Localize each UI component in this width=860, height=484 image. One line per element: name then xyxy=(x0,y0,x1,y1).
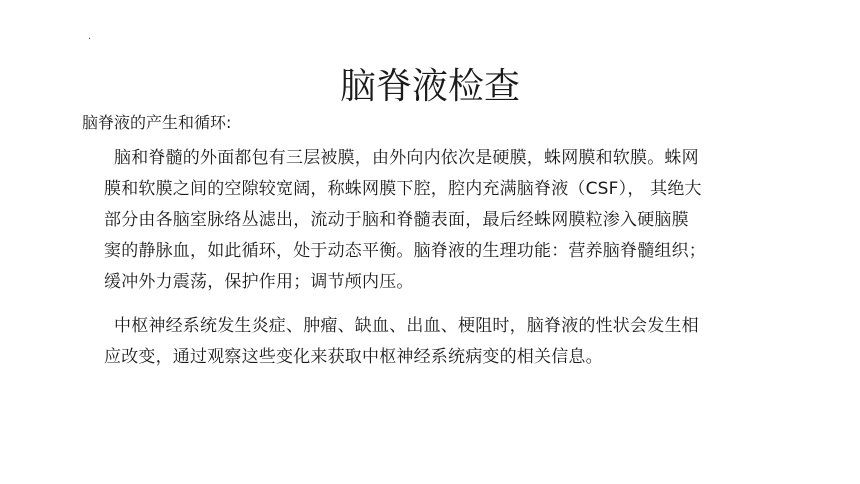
slide-title: 脑脊液检查 xyxy=(339,66,520,107)
paragraph-line: 中枢神经系统发生炎症、肿瘤、缺血、出血、梗阻时，脑脊液的性状会发生相 xyxy=(114,316,699,336)
paragraph-csf-diagnosis xyxy=(104,311,699,373)
paragraph-line: 窦的静脉血，如此循环，处于动态平衡。脑脊液的生理功能：营养脑脊髓组织； xyxy=(104,241,706,261)
paragraph-csf-production xyxy=(104,143,706,298)
paragraph-line: 缓冲外力震荡，保护作用；调节颅内压。 xyxy=(104,272,414,292)
paragraph-line: 膜和软膜之间的空隙较宽阔，称蛛网膜下腔，腔内充满脑脊液（CSF）， 其绝大 xyxy=(104,179,702,199)
paragraph-line: 部分由各脑室脉络丛滤出，流动于脑和脊髓表面，最后经蛛网膜粒渗入硬脑膜 xyxy=(104,210,689,230)
section-subheading: 脑脊液的产生和循环: xyxy=(82,113,232,132)
decorative-dot: . xyxy=(88,31,92,42)
paragraph-line: 应改变，通过观察这些变化来获取中枢神经系统病变的相关信息。 xyxy=(104,347,603,367)
paragraph-line: 脑和脊髓的外面都包有三层被膜，由外向内依次是硬膜，蛛网膜和软膜。蛛网 xyxy=(114,148,699,168)
